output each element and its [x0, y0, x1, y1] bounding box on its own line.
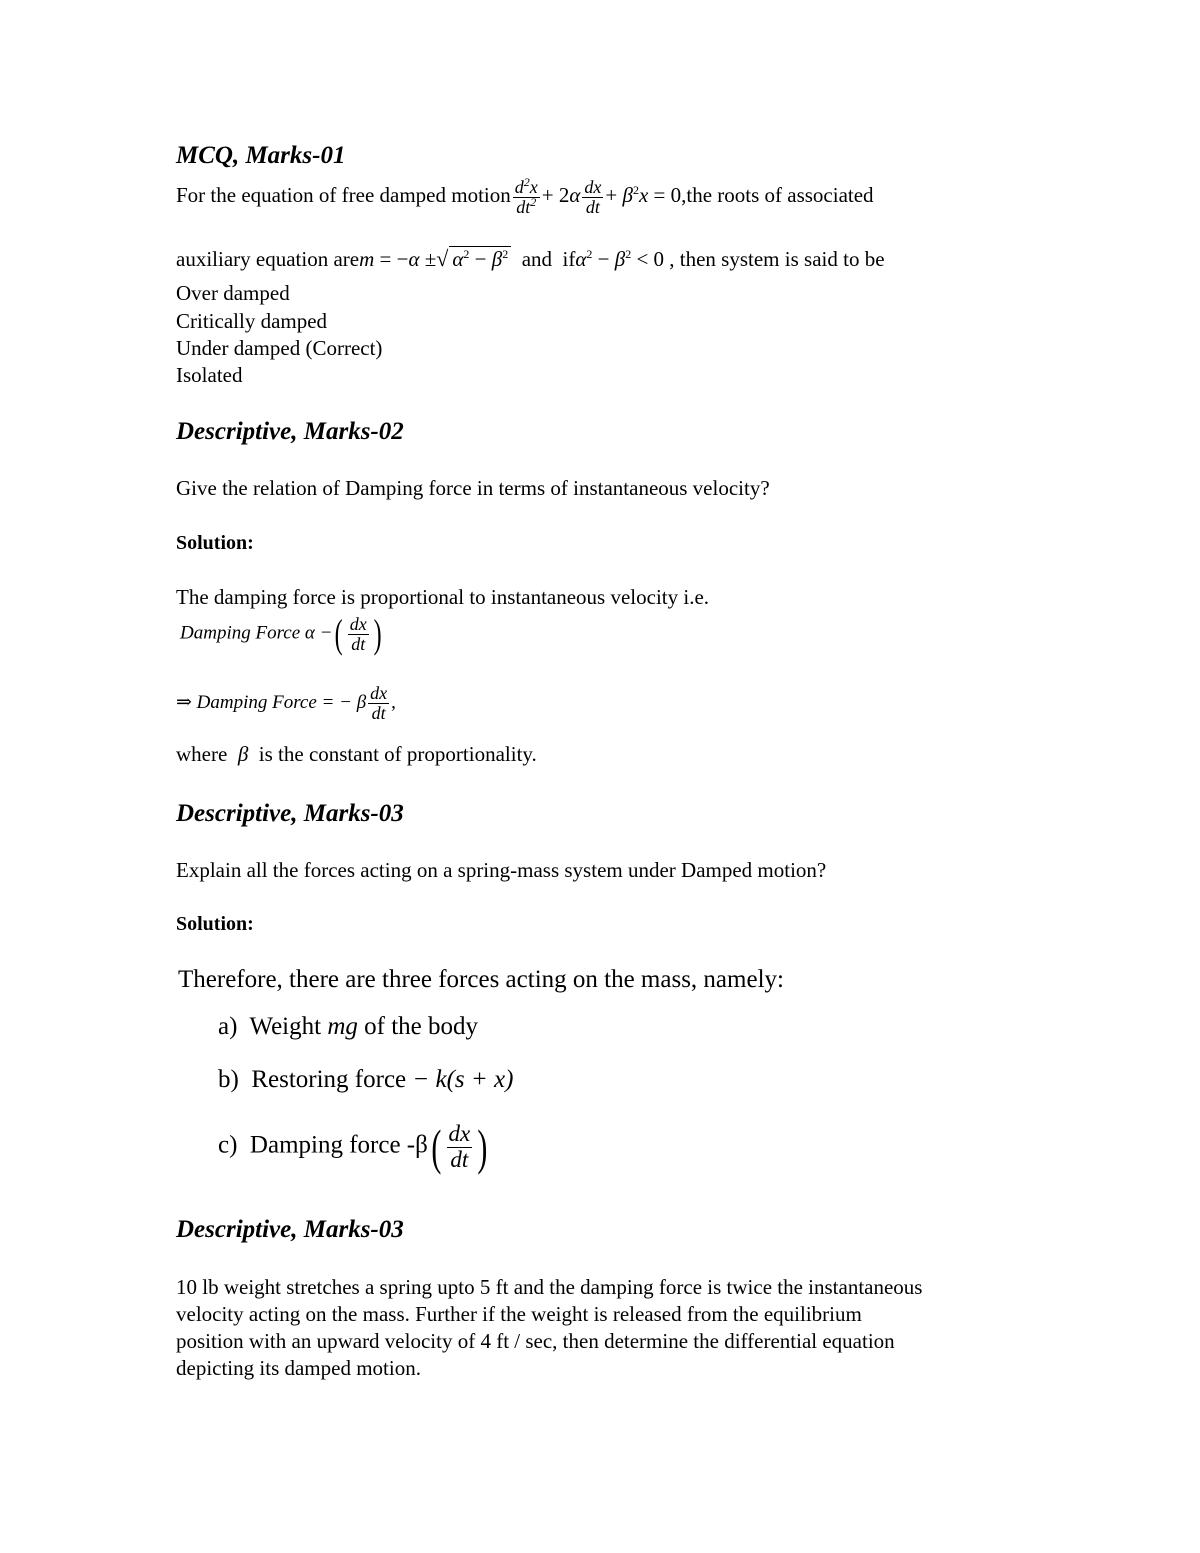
q4-heading: Descriptive, Marks-03 — [176, 1216, 404, 1243]
q2-solution-line: The damping force is proportional to instantaneous velocity i.e. — [176, 585, 710, 609]
q3-solution-label: Solution: — [176, 913, 254, 935]
option-under-damped: Under damped (Correct) — [176, 336, 383, 360]
q2-solution-label: Solution: — [176, 532, 254, 554]
q3-question: Explain all the forces acting on a spring-mass system under Damped motion? — [176, 858, 827, 882]
d2x-dt2-fraction: $\frac{d^2x}{dt^2}$ — [514, 175, 538, 217]
q2-where-line: where β is the constant of proportionality. — [176, 742, 537, 766]
damping-force-equation: ⇒ Damping Force = − β $\frac{dx}{dt}$ , — [176, 683, 396, 723]
damping-proportional-equation: Damping Force α −( $\frac{dx}{dt}$ ) — [180, 611, 382, 656]
dx-dt-fraction: $\frac{dx}{dt}$ — [584, 177, 602, 217]
force-item-weight: a) Weight mg of the body — [218, 1013, 479, 1040]
q1-line1: For the equation of free damped motion $\frac{d^2x}{dt^2}$ + 2α $\frac{dx}{dt}$ + $\beta^2x = 0,the$ roots of associated — [176, 175, 874, 217]
q1-heading: MCQ, Marks-01 — [176, 142, 346, 169]
forces-intro: Therefore, there are three forces acting on the mass, namely: — [178, 966, 784, 993]
q4-line-3: position with an upward velocity of 4 ft / sec, then determine the differential equation — [176, 1329, 895, 1353]
q2-question: Give the relation of Damping force in terms of instantaneous velocity? — [176, 476, 770, 500]
q4-line-1: 10 lb weight stretches a spring upto 5 ft and the damping force is twice the instantaneous — [176, 1275, 923, 1299]
force-item-restoring: b) Restoring force − k(s + x) — [218, 1066, 514, 1093]
q3-heading: Descriptive, Marks-03 — [176, 800, 404, 827]
q4-line-4: depicting its damped motion. — [176, 1356, 421, 1380]
q1-line2: auxiliary equation arem = −α ±√ $\alpha^2 - \beta^2$ and $if\alpha^2 - \beta^2 < 0$ , then system is said to be — [176, 246, 885, 271]
q4-line-2: velocity acting on the mass. Further if the weight is released from the equilibrium — [176, 1302, 862, 1326]
q2-heading: Descriptive, Marks-02 — [176, 418, 404, 445]
option-isolated: Isolated — [176, 363, 243, 387]
force-item-damping: c) Damping force -β( $\frac{dx}{dt}$ ) — [218, 1119, 488, 1175]
option-critically-damped: Critically damped — [176, 309, 328, 333]
option-over-damped: Over damped — [176, 281, 290, 305]
